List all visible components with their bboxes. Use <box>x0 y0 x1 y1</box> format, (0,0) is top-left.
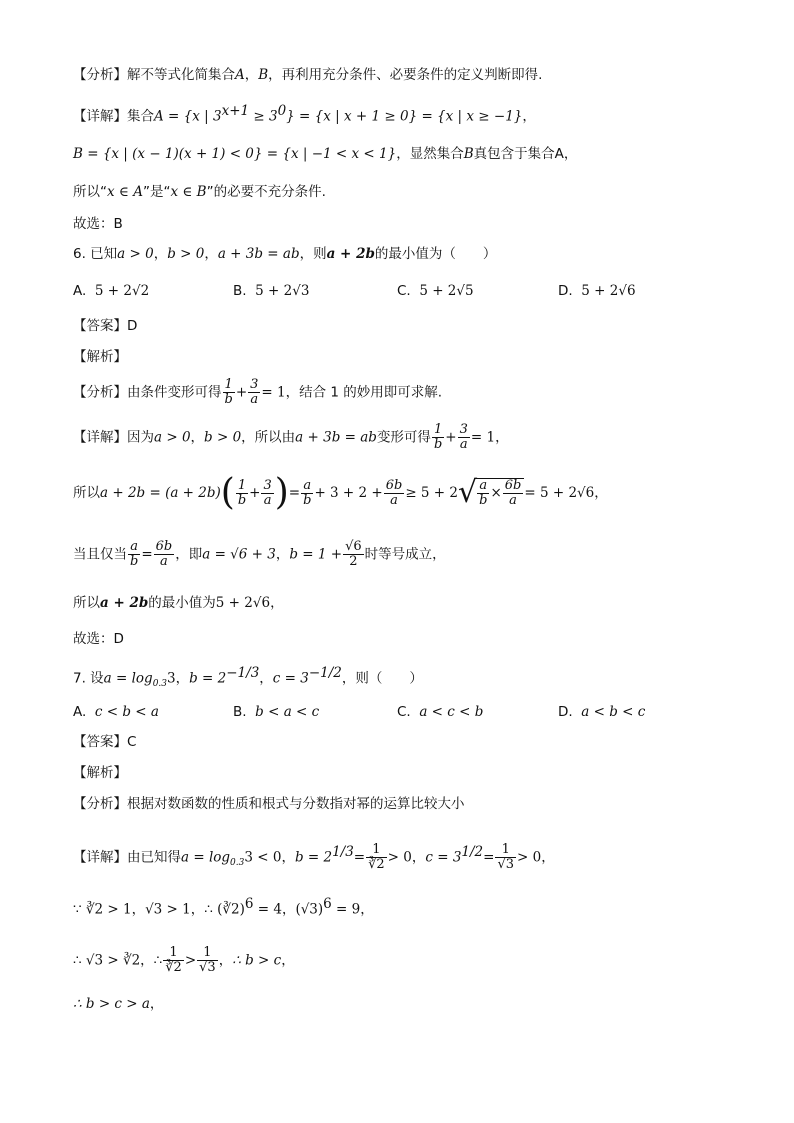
solution-7-heading: 【解析】 <box>73 765 127 781</box>
analysis-7: 【分析】根据对数函数的性质和根式与分数指对幂的运算比较大小 <box>73 796 465 812</box>
fraction: $\frac{√6}{2}$ <box>345 539 362 569</box>
fraction: $\frac{6b}{a}$ <box>155 539 173 569</box>
option-7c: C. a < c < b <box>397 704 484 720</box>
option-6b: B. 5 + 2√3 <box>233 283 310 299</box>
fraction: $\frac{3}{a}$ <box>250 377 259 407</box>
fraction: $\frac{6b}{a}$ <box>385 477 403 508</box>
option-7a: A. c < b < a <box>73 704 159 720</box>
fraction: $\frac{1}{b}$ <box>224 377 233 407</box>
detail-6-line-2: 所以a + 2b = (a + 2b)( $\frac{1}{b}$ + $\frac{3}{a}$ )= $\frac{a}{b}$ + 3 + 2 + $\frac{6b}{a}$ ≥ 5 + 2√ $\frac{a}{b}$ × $\frac{6b}{a}$ = 5 + 2√6， <box>73 472 608 513</box>
detail-line-set-a: 【详解】集合A = {x | $3^{x+1} \ge 3^0\} = \{x$ | x + 1 ≥ 0} = {x | x ≥ −1}， <box>73 103 536 125</box>
detail-7-line-2: ∵ ∛2 > 1，√3 > 1，∴ (∛2)$^6$ = 4，$(√3)^6 = 9$， <box>73 896 374 918</box>
analysis-6: 【分析】由条件变形可得 $\frac{1}{b}$ + $\frac{3}{a}$ = 1，结合 1 的妙用即可求解. <box>73 377 443 407</box>
fraction: $\frac{a}{b}$ <box>303 477 312 508</box>
option-7b: B. b < a < c <box>233 704 320 720</box>
fraction: $\frac{3}{a}$ <box>263 477 272 508</box>
fraction: $\frac{1}{∛2}$ <box>368 842 385 872</box>
right-paren: ) <box>274 472 289 513</box>
fraction: $\frac{1}{b}$ <box>433 422 443 452</box>
detail-7-line-4: ∴ b > c > a， <box>73 996 164 1012</box>
detail-line-set-b: B = {x | (x − 1)(x + 1) < 0} = {x | −1 < x < 1}，显然集合B真包含于集合A， <box>73 146 578 162</box>
fraction: $\frac{3}{a}$ <box>459 422 468 452</box>
option-6a: A. 5 + 2√2 <box>73 283 150 299</box>
detail-7-line-3: ∴ √3 > ∛2，∴ $\frac{1}{∛2}$ > $\frac{1}{√3}$ ，∴ b > c， <box>73 945 295 975</box>
answer-choice-line: 故选：B <box>73 216 123 232</box>
left-paren: ( <box>220 472 235 513</box>
fraction: $\frac{a}{b}$ <box>130 539 139 569</box>
detail-7-line-1: 【详解】由已知得$a = \log_{0.3}3 < 0$，$b = 2^{1/3}=$ $\frac{1}{∛2}$ > 0，$c = 3^{1/2}=$ $\frac{1}{√3}$ > 0， <box>73 842 555 872</box>
detail-6-line-1: 【详解】因为a > 0，b > 0，所以由a + 3b = ab变形可得 $\frac{1}{b}$ + $\frac{3}{a}$ = 1， <box>73 422 509 452</box>
solution-6-heading: 【解析】 <box>73 349 127 365</box>
fraction: $\frac{1}{∛2}$ <box>165 945 182 975</box>
option-6c: C. 5 + 2√5 <box>397 283 474 299</box>
fraction: $\frac{1}{√3}$ <box>199 945 216 975</box>
answer-6: 【答案】D <box>73 318 138 334</box>
option-7d: D. a < b < c <box>558 704 646 720</box>
question-7: 7. 设$a = \log_{0.3}3$，$b = 2^{-1/3}$，$c = 3^{-1/2}$，则（ ） <box>73 665 423 690</box>
conclusion-line: 所以“x ∈ A”是“x ∈ B”的必要不充分条件. <box>73 184 326 200</box>
question-6: 6. 已知a > 0，b > 0，a + 3b = ab，则a + 2b的最小值为（ ） <box>73 246 497 262</box>
tag-analysis: 【分析】 <box>73 67 127 83</box>
tag-detail: 【详解】 <box>73 108 127 125</box>
fraction: $\frac{1}{b}$ <box>237 477 247 508</box>
option-6d: D. 5 + 2√6 <box>558 283 636 299</box>
detail-6-line-4: 所以a + 2b的最小值为5 + 2√6， <box>73 595 284 611</box>
detail-6-line-3: 当且仅当 $\frac{a}{b}$ = $\frac{6b}{a}$ ，即a = √6 + 3，b = 1 + $\frac{√6}{2}$ 时等号成立， <box>73 539 446 569</box>
square-root: √ $\frac{a}{b}$ × $\frac{6b}{a}$ <box>458 478 524 508</box>
fraction: $\frac{1}{√3}$ <box>497 842 515 872</box>
answer-7: 【答案】C <box>73 734 137 750</box>
analysis-line-1: 【分析】解不等式化简集合A，B，再利用充分条件、必要条件的定义判断即得. <box>73 67 543 83</box>
choice-6: 故选：D <box>73 631 124 647</box>
